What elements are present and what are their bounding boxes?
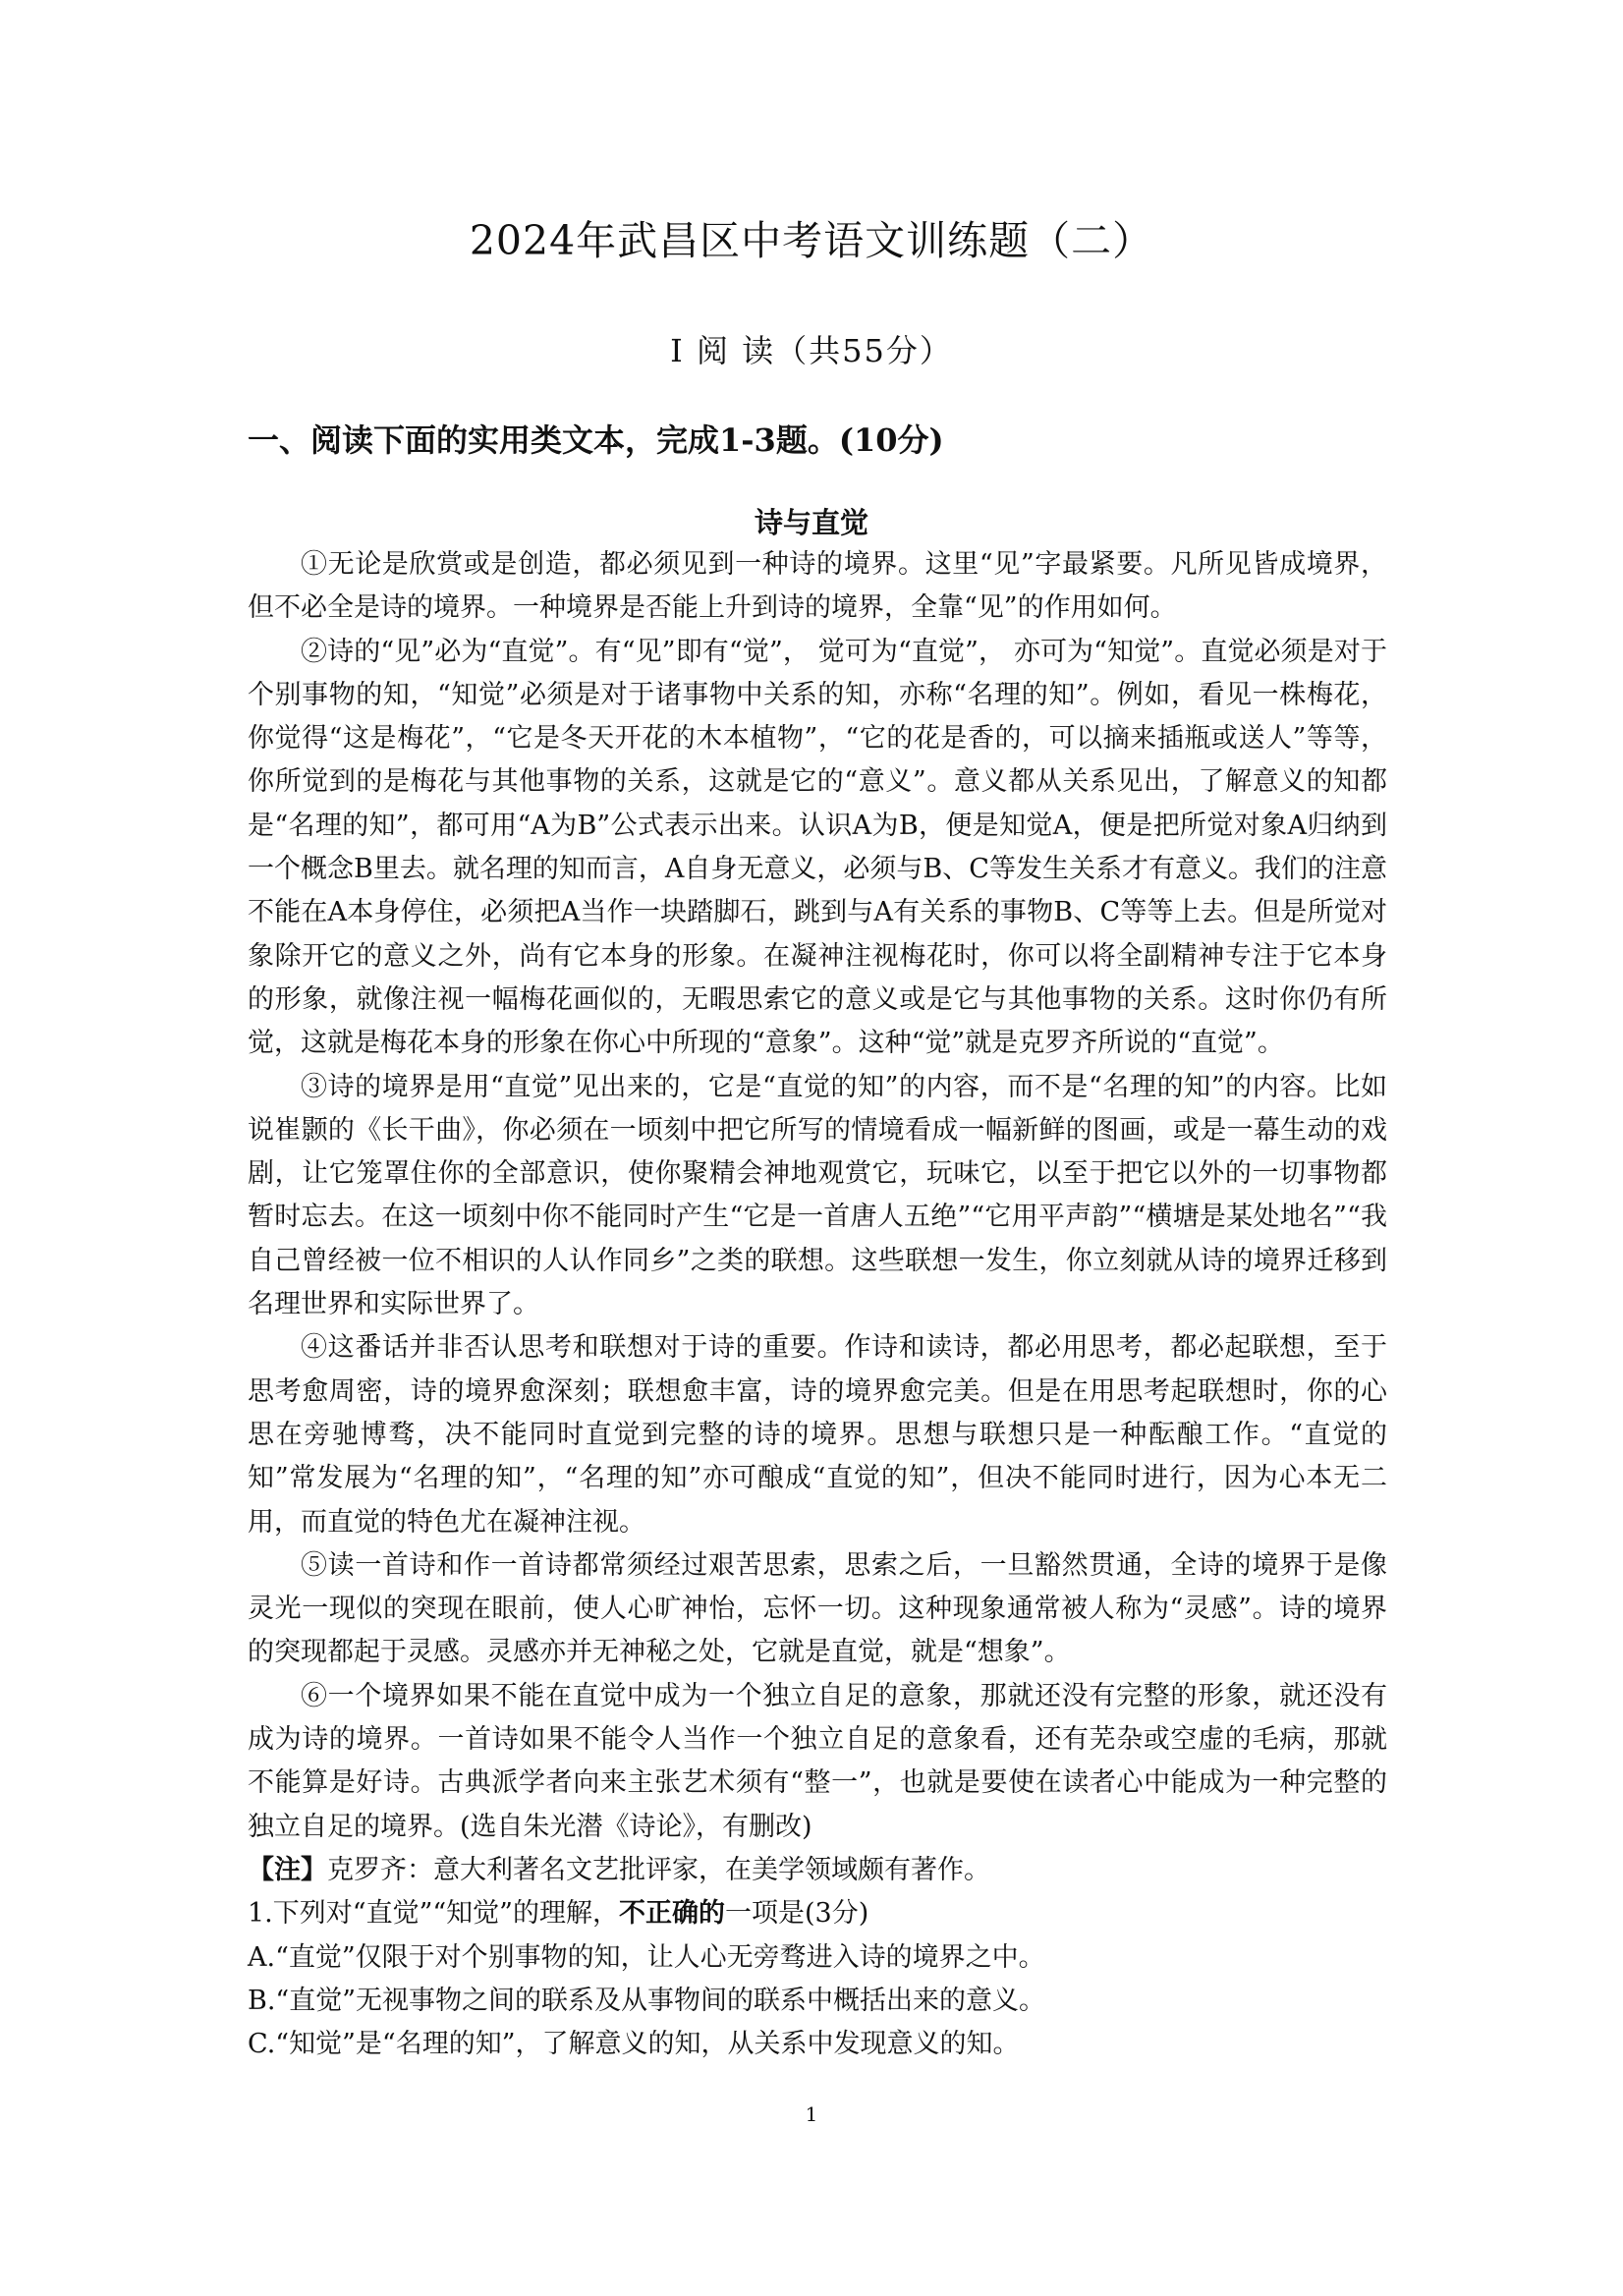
question-1-emphasis: 不正确的 [618,1898,725,1930]
question-1-stem-start: 1.下列对“直觉”“知觉”的理解， [248,1898,619,1930]
paragraph-6: ⑥一个境界如果不能在直觉中成为一个独立自足的意象，那就还没有完整的形象，就还没有成为诗的境界。一首诗如果不能令人当作一个独立自足的意象看，还有芜杂或空虚的毛病，那就不能算是好诗。古典派学者向来主张艺术须有“整一”，也就是要使在读者心中能成为一种完整的独立自足的境界。(选自朱光潜《诗论》，有删改) [248,1680,1387,1842]
question-1-option-c: C.“知觉”是“名理的知”，了解意义的知，从关系中发现意义的知。 [248,2029,1020,2060]
footnote [248,1849,1387,1892]
footnote-text: 克罗齐：意大利著名文艺批评家，在美学领域颇有著作。 [327,1854,990,1885]
paragraph-4: ④这番话并非否认思考和联想对于诗的重要。作诗和读诗，都必用思考，都必起联想，至于思考愈周密，诗的境界愈深刻；联想愈丰富，诗的境界愈完美。但是在用思考起联想时，你的心思在旁驰博骛，决不能同时直觉到完整的诗的境界。思想与联想只是一种酝酿工作。“直觉的知”常发展为“名理的知”，“名理的知”亦可酿成“直觉的知”，但决不能同时进行，因为心本无二用，而直觉的特色尤在凝神注视。 [248,1332,1387,1538]
paragraph-5: ⑤读一首诗和作一首诗都常须经过艰苦思索，思索之后，一旦豁然贯通，全诗的境界于是像灵光一现似的突现在眼前，使人心旷神怡，忘怀一切。这种现象通常被人称为“灵感”。诗的境界的突现都起于灵感。灵感亦并无神秘之处，它就是直觉，就是“想象”。 [248,1549,1387,1668]
paragraph-2: ②诗的“见”必为“直觉”。有“见”即有“觉”， 觉可为“直觉”， 亦可为“知觉”。直觉必须是对于个别事物的知，“知觉”必须是对于诸事物中关系的知，亦称“名理的知”。例如，看见一株梅花，你觉得“这是梅花”，“它是冬天开花的木本植物”，“它的花是香的，可以摘来插瓶或送人”等等，你所觉到的是梅花与其他事物的关系，这就是它的“意义”。意义都从关系见出，了解意义的知都是“名理的知”，都可用“A为B”公式表示出来。认识A为B，便是知觉A，便是把所觉对象A归纳到一个概念B里去。就名理的知而言，A自身无意义，必须与B、C等发生关系才有意义。我们的注意不能在A本身停住，必须把A当作一块踏脚石，跳到与A有关系的事物B、C等等上去。但是所觉对象除开它的意义之外，尚有它本身的形象。在凝神注视梅花时，你可以将全副精神专注于它本身的形象，就像注视一幅梅花画似的，无暇思索它的意义或是它与其他事物的关系。这时你仍有所觉，这就是梅花本身的形象在你心中所现的“意象”。这种“觉”就是克罗齐所说的“直觉”。 [248,636,1387,1059]
section-title: Ⅰ 阅 读（共55分） [670,332,953,369]
page-number: 1 [805,2102,818,2126]
article-title: 诗与直觉 [754,506,868,539]
paragraph-1: ①无论是欣赏或是创造，都必须见到一种诗的境界。这里“见”字最紧要。凡所见皆成境界，但不必全是诗的境界。一种境界是否能上升到诗的境界，全靠“见”的作用如何。 [248,549,1387,624]
question-1-option-b: B.“直觉”无视事物之间的联系及从事物间的联系中概括出来的意义。 [248,1985,1046,2016]
question-1-stem [248,1892,1387,1935]
question-1-stem-end: 一项是(3分) [724,1898,869,1930]
footnote-label: 【注】 [248,1854,327,1885]
question-1-option-a: A.“直觉”仅限于对个别事物的知，让人心无旁骛进入诗的境界之中。 [248,1941,1045,1973]
exam-title: 2024年武昌区中考语文训练题（二） [469,217,1154,264]
paragraph-3: ③诗的境界是用“直觉”见出来的，它是“直觉的知”的内容，而不是“名理的知”的内容。比如说崔颢的《长干曲》，你必须在一顷刻中把它所写的情境看成一幅新鲜的图画，或是一幕生动的戏剧，让它笼罩住你的全部意识，使你聚精会神地观赏它，玩味它，以至于把它以外的一切事物都暂时忘去。在这一顷刻中你不能同时产生“它是一首唐人五绝”“它用平声韵”“横塘是某处地名”“我自己曾经被一位不相识的人认作同乡”之类的联想。这些联想一发生，你立刻就从诗的境界迁移到名理世界和实际世界了。 [248,1071,1387,1320]
article-body [248,543,1387,2066]
part-heading: 一、阅读下面的实用类文本，完成1-3题。(10分) [248,421,944,459]
